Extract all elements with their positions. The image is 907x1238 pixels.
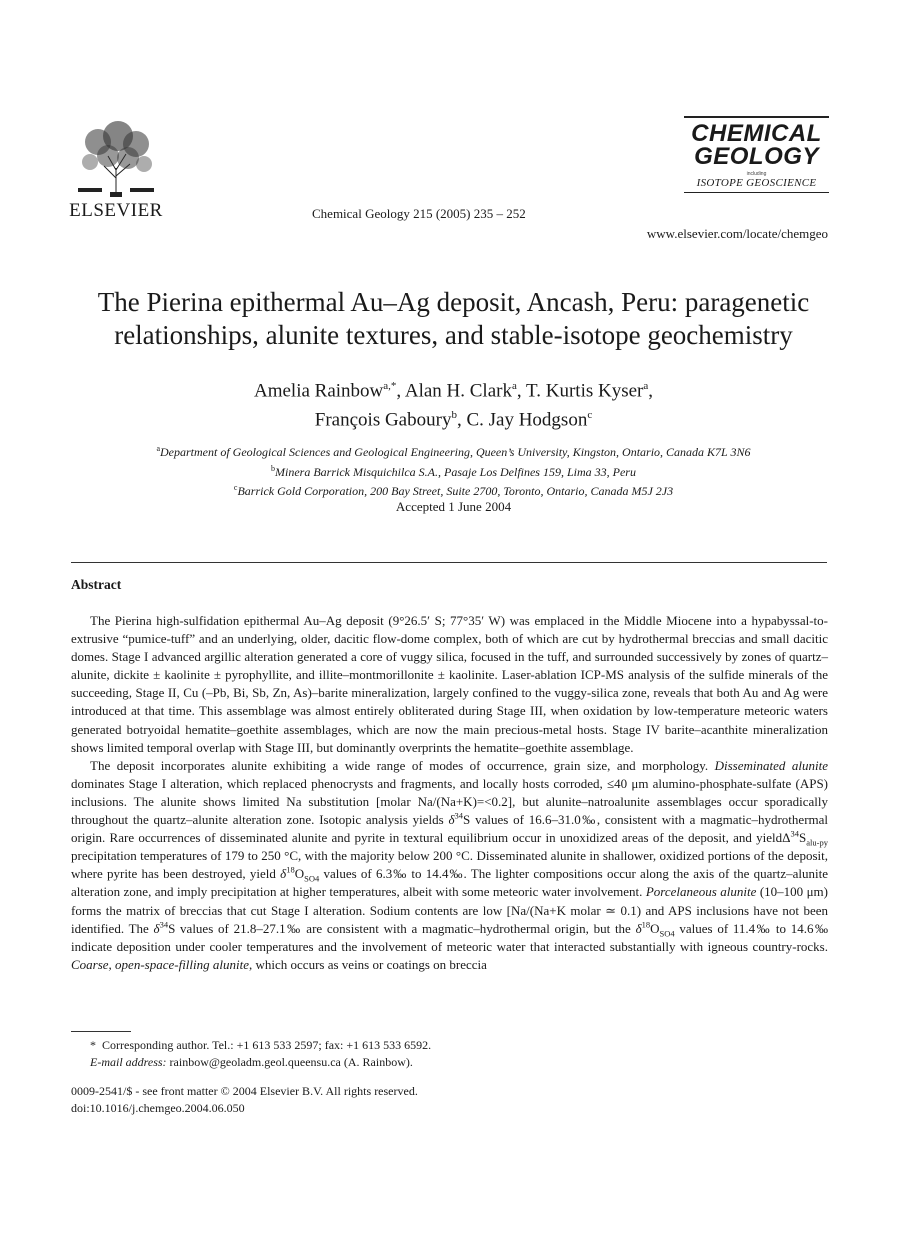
affiliation-item [40, 441, 867, 461]
author-name: T. Kurtis Kyser [526, 380, 644, 402]
journal-name-line2: GEOLOGY [694, 143, 819, 170]
elsevier-logo [68, 118, 164, 222]
author-affil-mark: a [643, 380, 649, 392]
affiliation-text: Department of Geological Sciences and Geological Engineering, Queen’s University, Kingston, Ontario, Canada K7L 3N6 [160, 445, 751, 459]
journal-url[interactable]: www.elsevier.com/locate/chemgeo [646, 226, 828, 241]
affiliation-item [40, 461, 867, 481]
journal-subtitle: ISOTOPE GEOSCIENCE [696, 177, 817, 189]
journal-including: including [746, 171, 767, 177]
copyright-block [71, 1083, 418, 1117]
publisher-name: ELSEVIER [69, 200, 163, 221]
corresponding-author-note: * Corresponding author. Tel.: +1 613 533 2597; fax: +1 613 533 6592. [90, 1038, 432, 1052]
journal-name-line1: CHEMICAL [691, 120, 822, 147]
affiliation-list [40, 441, 867, 500]
journal-citation: Chemical Geology 215 (2005) 235 – 252 [312, 206, 526, 221]
affiliation-mark: c [233, 483, 238, 492]
abstract-paragraph-2: The deposit incorporates alunite exhibiting a wide range of modes of occurrence, grain size, and morphology. Disseminated alunite dominates Stage I alteration, which replaced phenocrysts and fragments, and locally hosts corroded, ≤40 μm alumino-phosphate-sulfate (APS) inclusions. The alunite shows limited Na substitution [molar Na/(Na+K)=<0.2], but alunite–natroalunite assemblages occur sporadically throughout the quartz–alunite alteration zone. Isotopic analysis yields $\delta^{34}S$ values of 16.6–31.0‰, consistent with a magmatic–hydrothermal origin. Rare occurrences of disseminated alunite and pyrite in textural equilibrium occur in unoxidized areas of the deposit, and $yield\Delta^{34}S_{alu-py}$ precipitation temperatures of 179 to 250 °C, with the majority below 200 °C. Disseminated alunite in shallower, oxidized portions of the deposit, where pyrite has been destroyed, yield $\delta^{18}O_{SO4}$ values of 6.3‰ to 14.4‰. The lighter compositions occur along the axis of the quartz–alunite alteration zone, and imply precipitation at higher temperatures, albeit with some meteoric water involvement. Porcelaneous alunite (10–100 μm) forms the matrix of breccias that cut Stage I alteration. Sodium contents are low [Na/(Na+K molar ≃ 0.1) and APS inclusions have not been identified. The $\delta^{34}S$ values of 21.8–27.1‰ are consistent with a magmatic–hydrothermal origin, but the $\delta^{18}O_{SO4}$ values of 11.4‰ to 14.6‰ indicate deposition under cooler temperatures and the involvement of meteoric water that interacted substantially with igneous country-rocks. Coarse, open-space-filling alunite, which occurs as veins or coatings on breccia [71, 757, 829, 972]
author-affil-mark: a,* [383, 380, 397, 392]
author-name: Amelia Rainbow [253, 380, 384, 402]
footnote [90, 1037, 431, 1071]
footnote-divider [71, 1031, 131, 1032]
abstract-paragraph-1: The Pierina high-sulfidation epithermal Au–Ag deposit (9°26.5′ S; 77°35′ W) was emplaced in the Middle Miocene into a hypabyssal-to-extrusive “pumice-tuff” and an underlying, older, dacitic flow-dome complex, both of which are cut by hydrothermal breccias and small dacitic domes. Stage I advanced argillic alteration generated a core of vuggy silica, focused in the tuff, and surrounded successively by zones of quartz–alunite, dickite ± kaolinite ± pyrophyllite, and illite–montmorillonite ± kaolinite. Laser-ablation ICP-MS analysis of the sulfide minerals of the succeeding, Stage II, Cu (–Pb, Bi, Sb, Zn, As)–barite mineralization, largely confined to the vuggy-silica zone, reveals that both Au and Ag were introduced at that time. This assemblage was almost entirely obliterated during Stage III, when oxidation by low-temperature meteoric waters generated botryoidal hematite–goethite assemblages, which are now the main precious-metal hosts. Stage IV barite–acanthite mineralization shows limited temporal overlap with Stage III, but dominantly overprints the hematite–goethite assemblage. [71, 613, 828, 755]
journal-rule [684, 116, 829, 118]
affiliation-text: Minera Barrick Misquichilca S.A., Pasaje Los Delfines 159, Lima 33, Peru [275, 464, 636, 479]
article-title [40, 286, 867, 352]
author-name: Alan H. Clark [404, 380, 512, 402]
email-link[interactable]: rainbow@geoladm.geol.queensu.ca (A. Rainbow). [169, 1055, 413, 1069]
author-affil-mark: b [451, 409, 457, 422]
affiliation-text: Barrick Gold Corporation, 200 Bay Street, Suite 2700, Toronto, Ontario, Canada M5J 2J3 [237, 484, 674, 498]
author-name: C. Jay Hodgson [466, 409, 588, 431]
abstract-heading: Abstract [71, 577, 122, 592]
abstract-body [71, 612, 828, 974]
affiliation-item [40, 480, 867, 500]
author-name: François Gaboury [314, 409, 452, 431]
copyright-line: 0009-2541/$ - see front matter © 2004 Elsevier B.V. All rights reserved. [71, 1084, 418, 1098]
author-affil-mark: c [587, 409, 593, 422]
author-list: Amelia Rainbow$^{a,*}$, Alan H. Clark$^a$, T. Kurtis Kyser$^a$, François Gaboury$^b$, C. Jay Hodgson$^c$ [253, 380, 654, 431]
journal-logo [684, 116, 829, 193]
accepted-date: Accepted 1 June 2004 [395, 499, 512, 514]
email-note: E-mail address: rainbow@geoladm.geol.queensu.ca (A. Rainbow). [90, 1055, 413, 1069]
journal-rule-bottom [684, 192, 829, 193]
section-divider [71, 562, 827, 563]
affiliation-mark: a [156, 444, 161, 453]
author-affil-mark: a [511, 380, 517, 392]
title-line-2: relationships, alunite textures, and stable-isotope geochemistry [114, 320, 793, 350]
title-line-1: The Pierina epithermal Au–Ag deposit, Ancash, Peru: paragenetic [97, 287, 810, 317]
doi-line[interactable]: doi:10.1016/j.chemgeo.2004.06.050 [71, 1101, 245, 1115]
affiliation-mark: b [271, 463, 276, 473]
elsevier-tree-icon [68, 118, 164, 198]
